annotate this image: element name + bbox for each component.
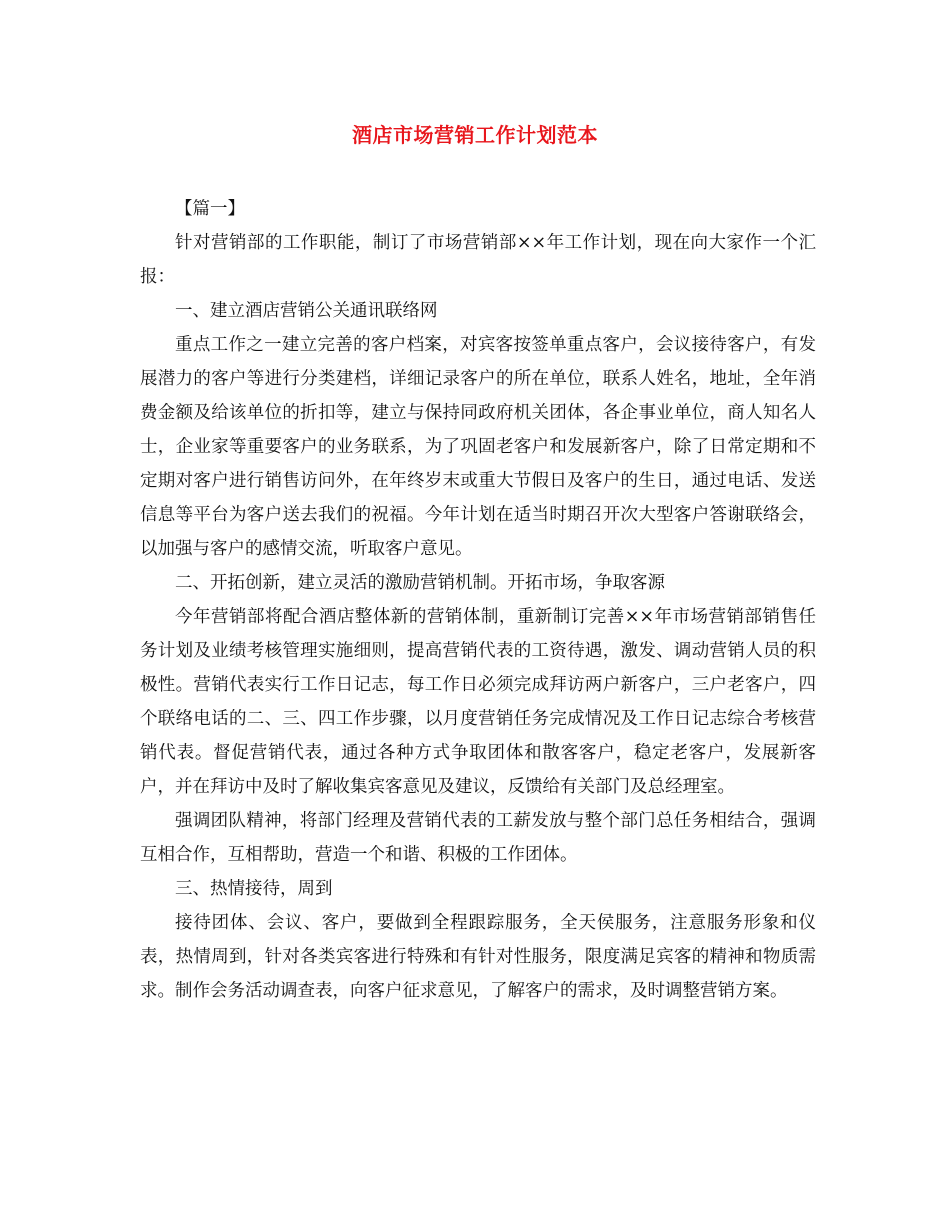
section-heading-2: 二、开拓创新，建立灵活的激励营销机制。开拓市场，争取客源 [175, 573, 665, 593]
document-body [140, 192, 816, 1008]
section-marker: 【篇一】 [175, 199, 245, 219]
paragraph-team-spirit: 强调团队精神，将部门经理及营销代表的工薪发放与整个部门总任务相结合，强调互相合作，互相帮助，营造一个和谐、积极的工作团体。 [140, 811, 816, 865]
paragraph-incentive-mechanism: 今年营销部将配合酒店整体新的营销体制，重新制订完善××年市场营销部销售任务计划及业绩考核管理实施细则，提高营销代表的工资待遇，激发、调动营销人员的积极性。营销代表实行工作日记志，每工作日必须完成拜访两户新客户，三户老客户，四个联络电话的二、三、四工作步骤，以月度营销任务完成情况及工作日记志综合考核营销代表。督促营销代表，通过各种方式争取团体和散客客户，稳定老客户，发展新客户，并在拜访中及时了解收集宾客意见及建议，反馈给有关部门及总经理室。 [140, 607, 816, 797]
section-heading-1: 一、建立酒店营销公关通讯联络网 [175, 301, 438, 321]
document-title: 酒店市场营销工作计划范本 [352, 123, 598, 147]
intro-paragraph: 针对营销部的工作职能，制订了市场营销部××年工作计划，现在向大家作一个汇报： [140, 233, 816, 287]
section-heading-3: 三、热情接待，周到 [175, 879, 333, 899]
paragraph-client-archive: 重点工作之一建立完善的客户档案，对宾客按签单重点客户，会议接待客户，有发展潜力的客户等进行分类建档，详细记录客户的所在单位，联系人姓名，地址，全年消费金额及给该单位的折扣等，建立与保持同政府机关团体，各企事业单位，商人知名人士，企业家等重要客户的业务联系，为了巩固老客户和发展新客户，除了日常定期和不定期对客户进行销售访问外，在年终岁末或重大节假日及客户的生日，通过电话、发送信息等平台为客户送去我们的祝福。今年计划在适当时期召开次大型客户答谢联络会，以加强与客户的感情交流，听取客户意见。 [140, 335, 816, 559]
paragraph-reception-service: 接待团体、会议、客户，要做到全程跟踪服务，全天侯服务，注意服务形象和仪表，热情周到，针对各类宾客进行特殊和有针对性服务，限度满足宾客的精神和物质需求。制作会务活动调查表，向客户征求意见，了解客户的需求，及时调整营销方案。 [140, 913, 816, 1001]
